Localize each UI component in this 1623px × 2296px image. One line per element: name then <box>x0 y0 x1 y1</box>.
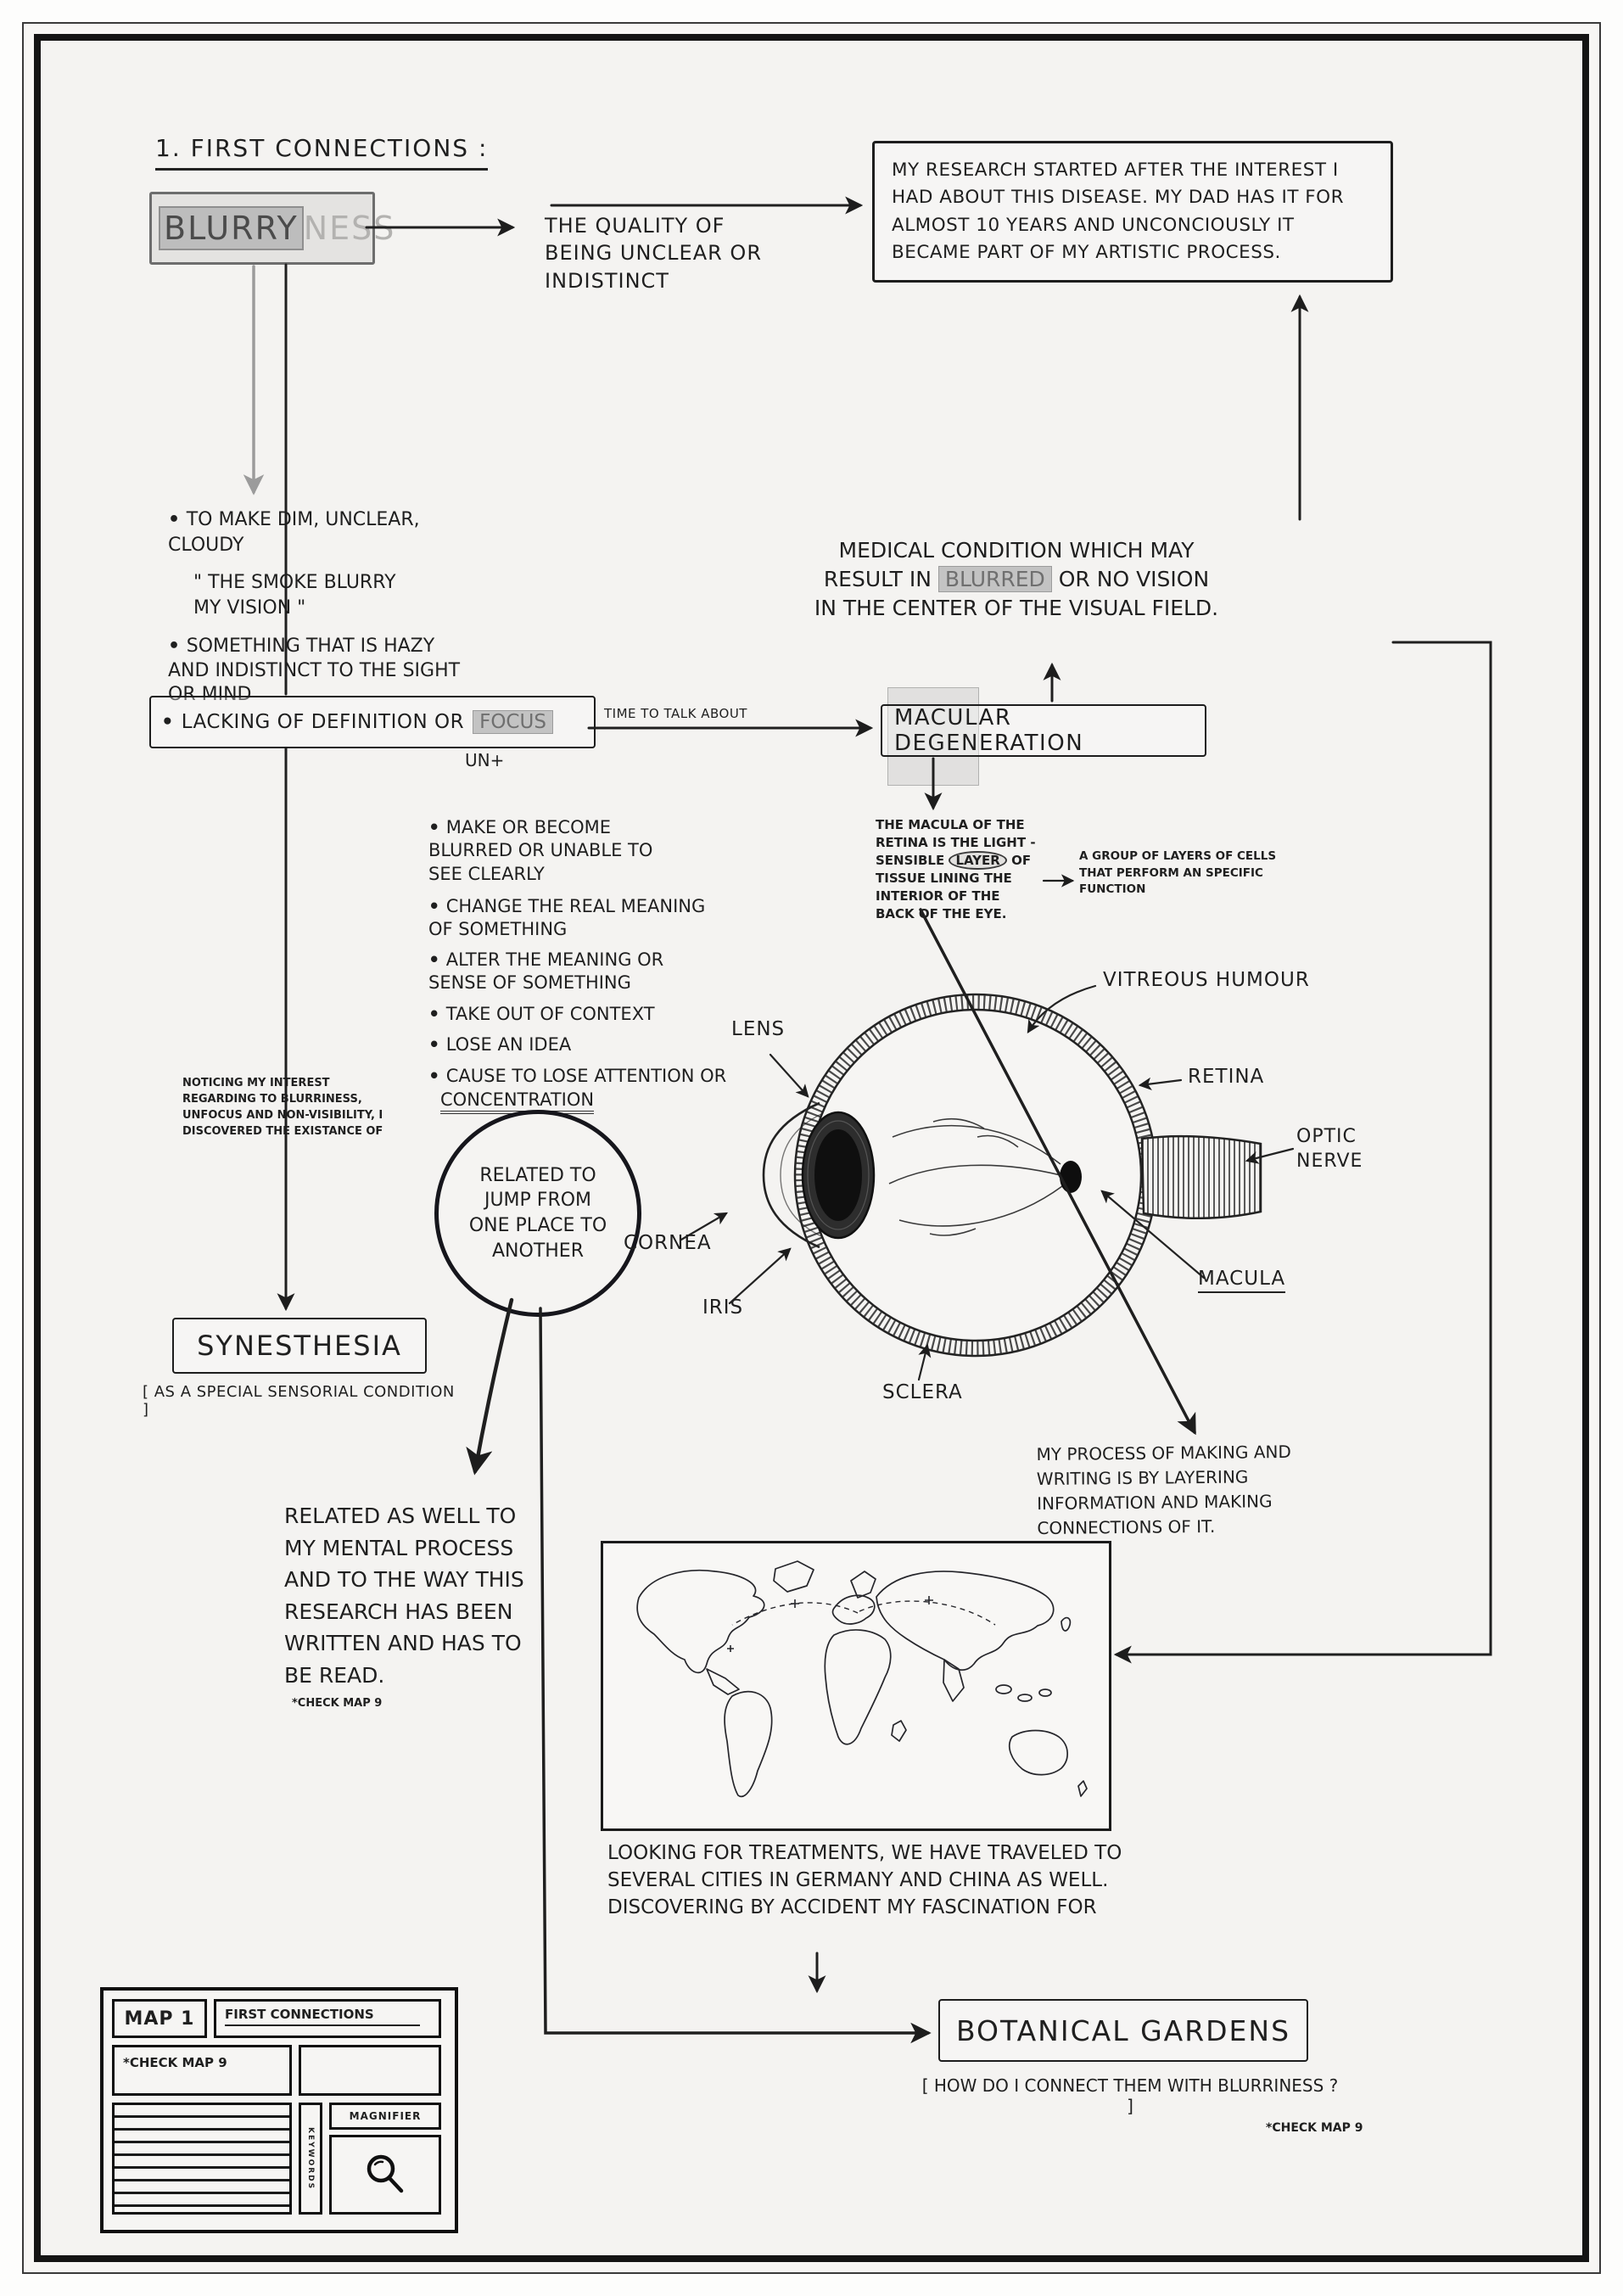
synesthesia-title: SYNESTHESIA <box>197 1330 402 1362</box>
map-island-1 <box>996 1685 1011 1694</box>
ness-word: NESS <box>303 210 396 247</box>
research-note-text: MY RESEARCH STARTED AFTER THE INTEREST I HAD ABOUT THIS DISEASE. MY DAD HAS IT FOR ALMOST 10 YEARS AND UNCONCIOUSLY IT BECAME PART OF MY ARTISTIC PROCESS. <box>892 160 1345 263</box>
botanical-check: *CHECK MAP 9 <box>1266 2121 1363 2135</box>
map-europe <box>833 1595 875 1624</box>
travel-note: LOOKING FOR TREATMENTS, WE HAVE TRAVELED TO SEVERAL CITIES IN GERMANY AND CHINA AS WELL. DISCOVERING BY ACCIDENT MY FASCINATION FOR <box>607 1842 1122 1919</box>
research-note-box <box>872 141 1393 283</box>
blurry-word: BLURRY <box>159 206 304 250</box>
world-map-box <box>601 1541 1111 1831</box>
map-island-2 <box>1018 1694 1032 1701</box>
blurred-highlight: BLURRED <box>938 566 1052 592</box>
map-greenland <box>774 1561 814 1592</box>
layer-circled-word: LAYER <box>949 851 1006 870</box>
macula-note <box>876 816 1042 923</box>
synesthesia-box <box>172 1318 427 1374</box>
legend-stripes <box>112 2103 292 2215</box>
legend-check-box <box>112 2045 292 2096</box>
lacking-box <box>149 696 596 748</box>
botanical-gardens-title: BOTANICAL GARDENS <box>955 2013 1291 2047</box>
map-scandinavia <box>851 1571 876 1598</box>
legend-keywords-label: KEYWORDS <box>306 2126 315 2191</box>
medical-note-part2: OR NO VISION IN THE CENTER OF THE VISUAL FIELD. <box>814 566 1219 620</box>
eye-label-macula: MACULA <box>1198 1268 1285 1293</box>
map-south-america <box>725 1692 772 1797</box>
quality-note: THE QUALITY OF BEING UNCLEAR OR INDISTINCT <box>545 214 762 293</box>
time-to-talk-label: TIME TO TALK ABOUT <box>604 706 747 721</box>
macular-degeneration-box <box>881 704 1206 757</box>
blurry-def-2: • SOMETHING THAT IS HAZY AND INDISTINCT TO THE SIGHT OR MIND <box>168 635 473 708</box>
eye-label-vitreous: VITREOUS HUMOUR <box>1103 969 1310 991</box>
unfocus-def-3: • ALTER THE MEANING OR SENSE OF SOMETHING <box>428 949 708 995</box>
magnifier-icon <box>361 2151 409 2198</box>
map-travel-routes <box>732 1601 995 1625</box>
noticing-note: NOTICING MY INTEREST REGARDING TO BLURRINESS, UNFOCUS AND NON-VISIBILITY, I DISCOVERED THE EXISTANCE OF <box>182 1077 383 1138</box>
eye-label-sclera: SCLERA <box>882 1381 963 1403</box>
botanical-subtitle: [ HOW DO I CONNECT THEM WITH BLURRINESS ? ] <box>921 2075 1339 2116</box>
eye-label-retina: RETINA <box>1188 1066 1265 1088</box>
map-africa <box>825 1630 890 1744</box>
eye-label-lens: LENS <box>731 1018 786 1040</box>
macula-note-part1: THE MACULA OF THE RETINA IS THE LIGHT - SENSIBLE <box>876 817 1036 868</box>
unfocus-def-4: • TAKE OUT OF CONTEXT <box>428 1003 708 1026</box>
legend-map-title-box <box>214 1999 441 2038</box>
process-note: MY PROCESS OF MAKING AND WRITING IS BY LAYERING INFORMATION AND MAKING CONNECTIONS OF IT. <box>1036 1441 1291 1539</box>
unfocus-def-6-text: • CAUSE TO LOSE ATTENTION OR <box>428 1066 726 1086</box>
blurry-def-1-quote: " THE SMOKE BLURRY MY VISION " <box>193 572 396 619</box>
eye-label-iris: IRIS <box>702 1296 744 1319</box>
botanical-gardens-box <box>938 1999 1308 2062</box>
synesthesia-subtitle: [ AS A SPECIAL SENSORIAL CONDITION ] <box>143 1383 455 1419</box>
legend-map-number-box <box>112 1999 207 2038</box>
related-note-check: *CHECK MAP 9 <box>292 1697 383 1710</box>
legend-map-title: FIRST CONNECTIONS <box>225 2007 420 2026</box>
unfocus-prefix: UN+ <box>465 750 505 770</box>
layers-note: A GROUP OF LAYERS OF CELLS THAT PERFORM AN SPECIFIC FUNCTION <box>1079 849 1277 897</box>
map-central-america <box>707 1669 739 1694</box>
unfocus-def-6 <box>428 1064 734 1112</box>
macular-degeneration-title: MACULAR DEGENERATION <box>894 705 1084 756</box>
map-japan <box>1061 1618 1070 1631</box>
eye-label-cornea: CORNEA <box>624 1232 712 1254</box>
legend-magnifier-label: MAGNIFIER <box>349 2110 422 2122</box>
map-madagascar <box>892 1721 906 1741</box>
world-map <box>603 1543 1109 1828</box>
map-asia <box>876 1571 1054 1670</box>
legend-empty-box <box>299 2045 441 2096</box>
unfocus-def-2: • CHANGE THE REAL MEANING OF SOMETHING <box>428 895 717 942</box>
legend-magnifier-label-box <box>329 2103 441 2130</box>
page-title: 1. FIRST CONNECTIONS : <box>155 134 488 171</box>
map-australia <box>1010 1731 1067 1775</box>
focus-highlight: FOCUS <box>473 710 553 734</box>
map-new-zealand <box>1078 1781 1087 1796</box>
legend-map-number: MAP 1 <box>124 2008 195 2030</box>
map-legend <box>100 1987 458 2233</box>
related-circle <box>434 1110 641 1317</box>
legend-keywords-strip <box>299 2103 322 2215</box>
map-north-america <box>637 1571 764 1673</box>
blurry-def-1: • TO MAKE DIM, UNCLEAR, CLOUDY <box>168 507 423 557</box>
map-india <box>943 1660 964 1701</box>
macula-note-part2: OF TISSUE LINING THE INTERIOR OF THE BACK OF THE EYE. <box>876 853 1032 921</box>
eye-label-optic-nerve: OPTIC NERVE <box>1296 1126 1363 1172</box>
medical-note-part1: MEDICAL CONDITION WHICH MAY RESULT IN <box>823 538 1195 591</box>
related-circle-text: RELATED TO JUMP FROM ONE PLACE TO ANOTHER <box>468 1164 607 1262</box>
legend-check-note: *CHECK MAP 9 <box>123 2055 227 2070</box>
map-island-3 <box>1039 1689 1051 1696</box>
route-europe-china <box>859 1601 995 1625</box>
lacking-text: • LACKING OF DEFINITION OR <box>161 711 464 733</box>
concentration-underlined: CONCENTRATION <box>440 1089 594 1114</box>
unfocus-def-5: • LOSE AN IDEA <box>428 1033 708 1056</box>
legend-magnifier-icon-box <box>329 2135 441 2215</box>
medical-note <box>813 536 1220 622</box>
unfocus-def-1: • MAKE OR BECOME BLURRED OR UNABLE TO SEE CLEARLY <box>428 816 683 886</box>
related-note: RELATED AS WELL TO MY MENTAL PROCESS AND TO THE WAY THIS RESEARCH HAS BEEN WRITTEN AND HAS TO BE READ. <box>284 1504 524 1688</box>
blurryness-box <box>149 192 396 265</box>
